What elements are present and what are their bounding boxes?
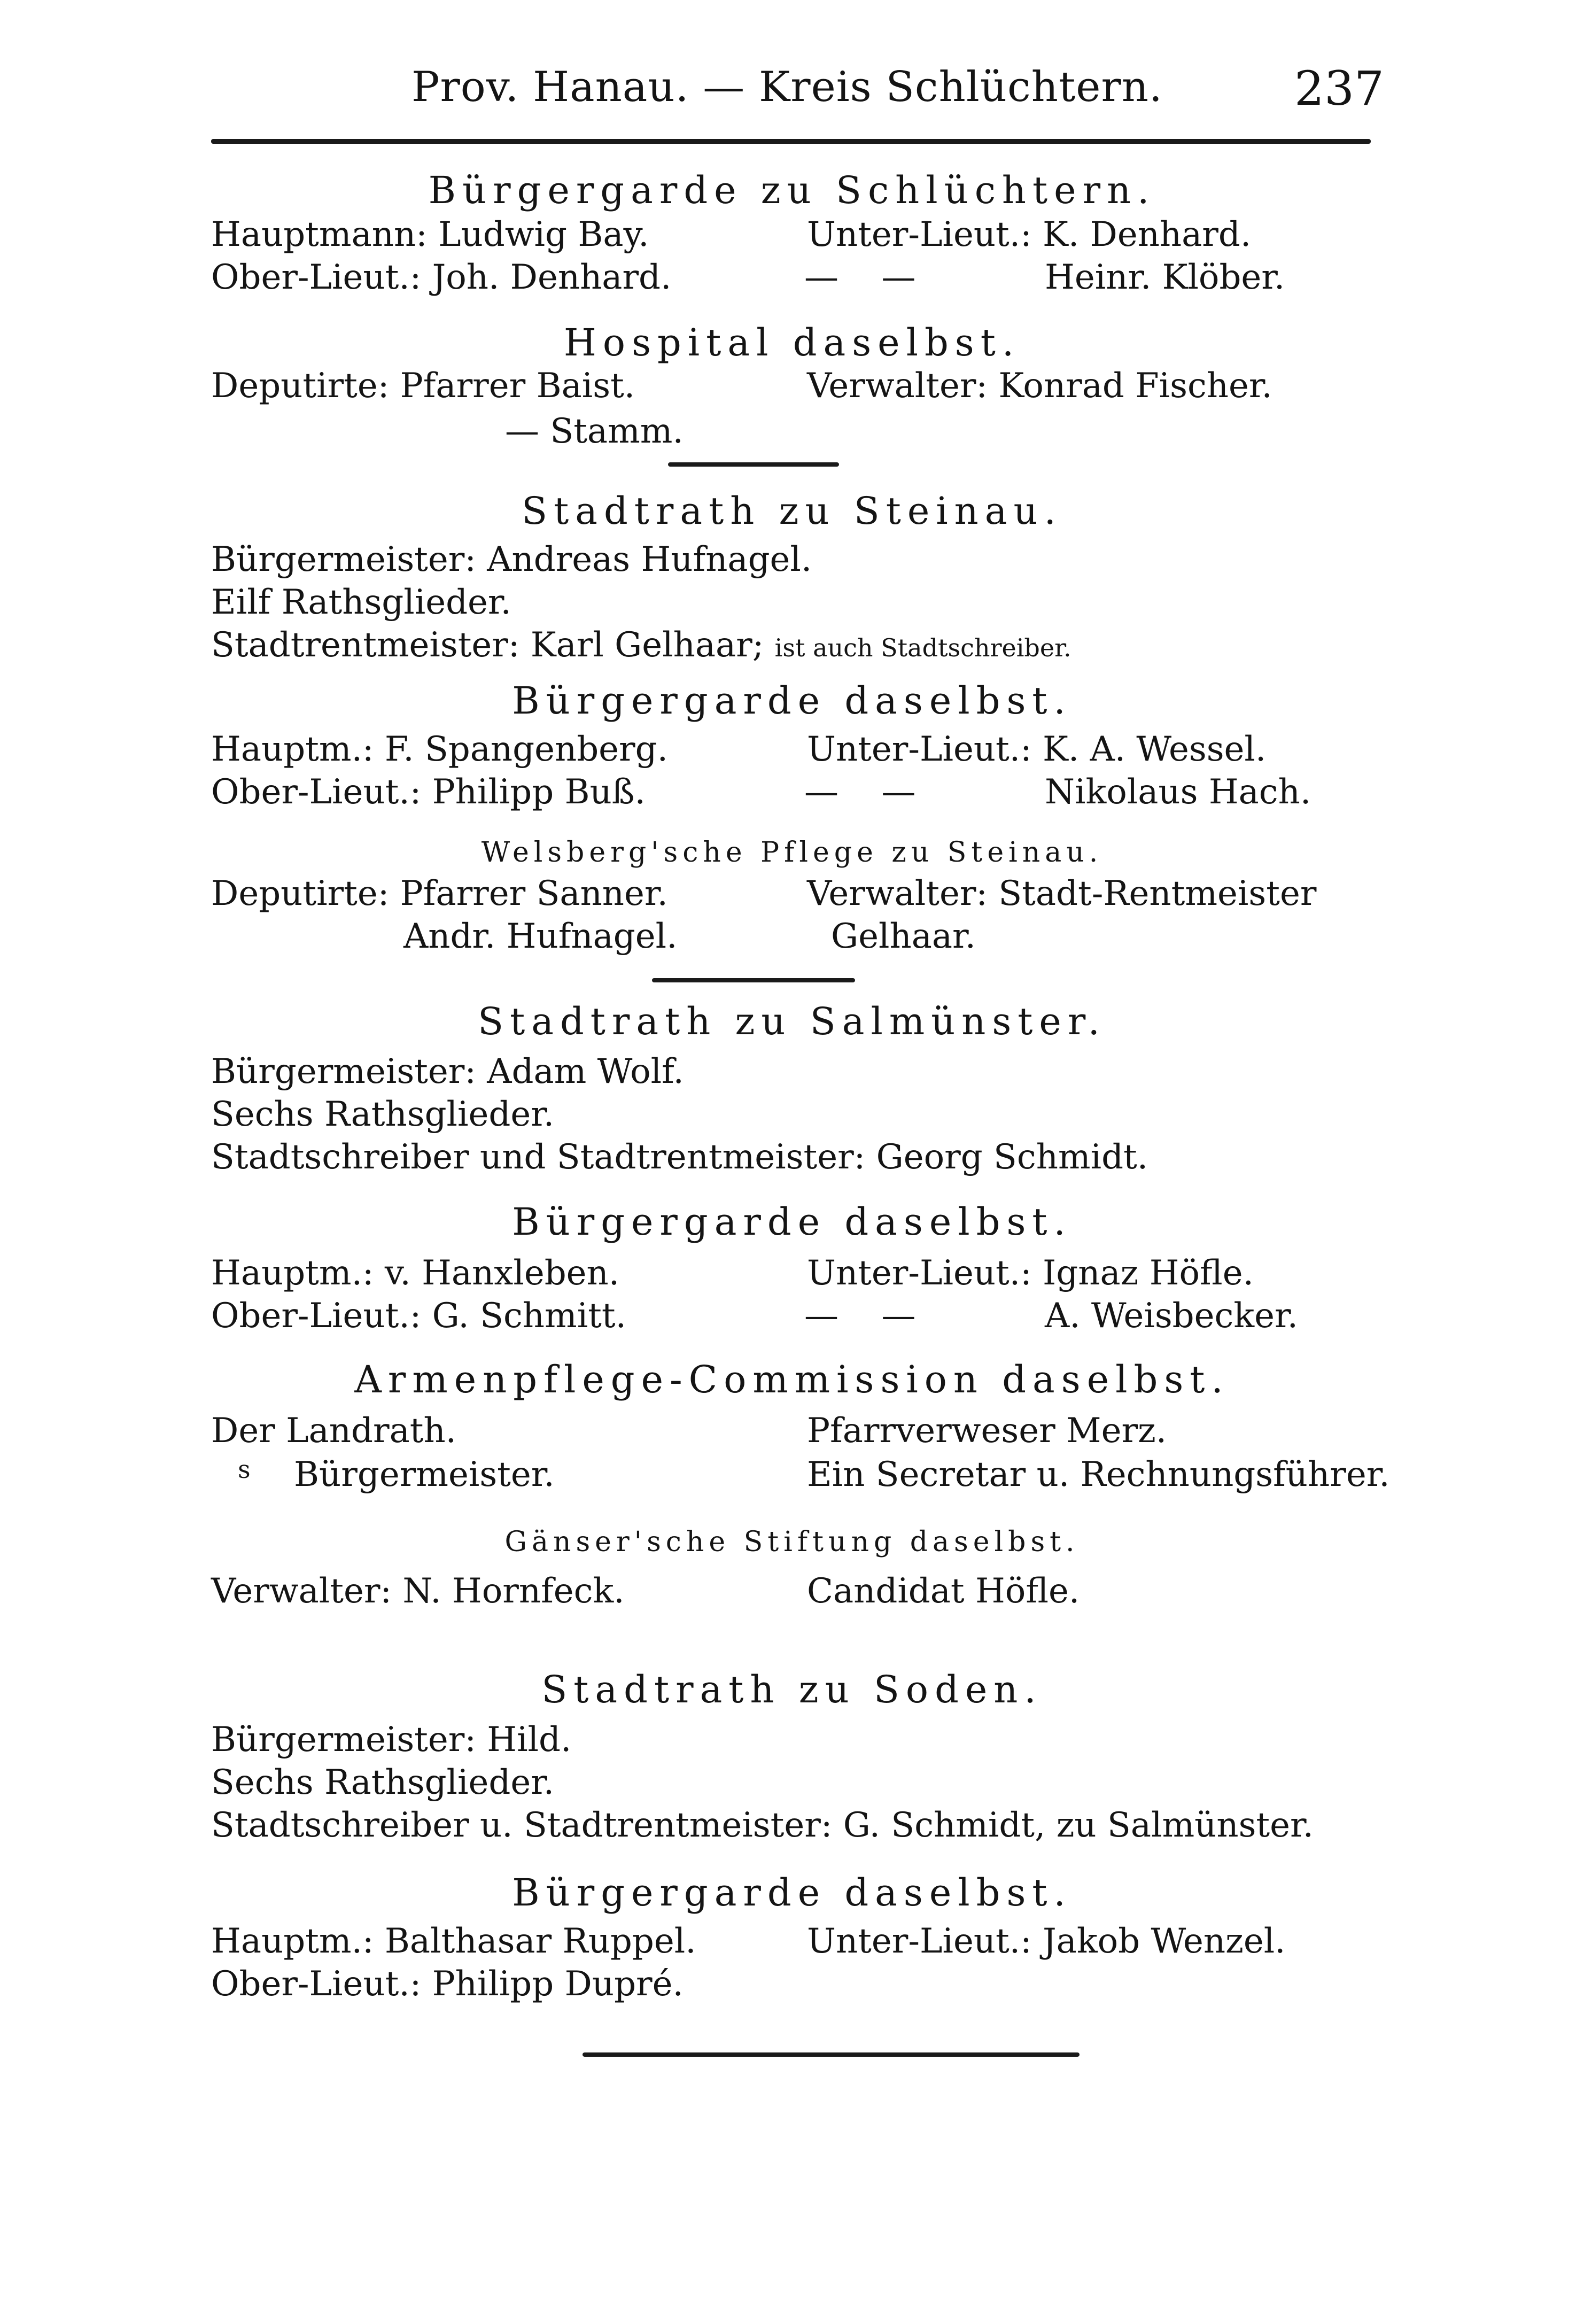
entry-text: Bürgermeister: Adam Wolf. [211, 1052, 684, 1091]
section-heading-buergergarde-steinau: Bürgergarde daselbst. [512, 679, 1072, 723]
entry-right: Nikolaus Hach. [1045, 772, 1311, 812]
entry-text: Stadtrentmeister: Karl Gelhaar; [211, 625, 764, 665]
section-separator [668, 462, 839, 467]
entry-line [211, 583, 1371, 625]
entry-row [211, 366, 1371, 409]
entry-left: Ober-Lieut.: Philipp Dupré. [211, 1964, 684, 2004]
running-title: Prov. Hanau. — Kreis Schlüchtern. [411, 63, 1163, 111]
entry-text: Sechs Rathsglieder. [211, 1763, 555, 1802]
entry-right: Verwalter: Konrad Fischer. [807, 366, 1272, 406]
entry-note: ist auch Stadtschreiber. [774, 633, 1071, 662]
entry-left: Hauptm.: v. Hanxleben. [211, 1253, 620, 1293]
entry-right: Ein Secretar u. Rechnungsführer. [807, 1455, 1390, 1494]
entry-left: Hauptm.: F. Spangenberg. [211, 730, 668, 769]
entry-row [211, 412, 1371, 454]
section-heading-stadtrath-steinau: Stadtrath zu Steinau. [522, 489, 1062, 533]
entry-row [211, 772, 1371, 815]
page-number: 237 [1294, 61, 1384, 116]
entry-right: A. Weisbecker. [1045, 1296, 1298, 1336]
entry-row [211, 258, 1371, 300]
entry-row [211, 874, 1371, 917]
entry-right: Heinr. Klöber. [1045, 258, 1285, 297]
entry-line [211, 1137, 1371, 1180]
entry-right: Unter-Lieut.: Ignaz Höfle. [807, 1253, 1254, 1293]
entry-left: Ober-Lieut.: G. Schmitt. [211, 1296, 626, 1336]
section-heading-gaenser-stiftung: Gänser'sche Stiftung daselbst. [504, 1526, 1080, 1558]
entry-left: Bürgermeister. [294, 1455, 555, 1494]
ditto-dashes: — — [804, 1296, 932, 1336]
entry-line [211, 1806, 1371, 1848]
entry-line [211, 1052, 1371, 1095]
entry-row [211, 917, 1371, 959]
entry-line [211, 625, 1371, 668]
entry-row [211, 1571, 1371, 1614]
entry-left: Hauptmann: Ludwig Bay. [211, 215, 649, 254]
section-heading-buergergarde-salmuenster: Bürgergarde daselbst. [512, 1200, 1072, 1244]
entry-right: Unter-Lieut.: K. Denhard. [807, 215, 1252, 254]
entry-row [211, 1411, 1371, 1454]
entry-line [211, 1720, 1371, 1763]
closing-rule [583, 2052, 1080, 2057]
entry-right: Candidat Höfle. [807, 1571, 1080, 1611]
section-heading-buergergarde-soden: Bürgergarde daselbst. [512, 1871, 1072, 1915]
entry-row [211, 215, 1371, 258]
header-rule [211, 139, 1371, 144]
section-heading-hospital: Hospital daselbst. [563, 321, 1021, 365]
entry-text: Bürgermeister: Andreas Hufnagel. [211, 540, 812, 579]
section-heading-stadtrath-salmuenster: Stadtrath zu Salmünster. [478, 1000, 1106, 1043]
entry-text: Sechs Rathsglieder. [211, 1095, 555, 1134]
ditto-dashes: — — [804, 258, 932, 297]
entry-line [211, 1763, 1371, 1806]
entry-text: Stadtschreiber und Stadtrentmeister: Georg Schmidt. [211, 1137, 1148, 1177]
entry-right: Verwalter: Stadt-Rentmeister [807, 874, 1317, 913]
entry-row [211, 730, 1371, 772]
ditto-mark: s [238, 1455, 251, 1484]
entry-left: Ober-Lieut.: Philipp Buß. [211, 772, 646, 812]
ditto-dashes: — — [804, 772, 932, 812]
entry-right: Unter-Lieut.: Jakob Wenzel. [807, 1922, 1286, 1961]
entry-line [211, 1095, 1371, 1137]
entry-left: Hauptm.: Balthasar Ruppel. [211, 1922, 696, 1961]
entry-left: Verwalter: N. Hornfeck. [211, 1571, 625, 1611]
entry-line [211, 540, 1371, 583]
entry-row [211, 1964, 1371, 2007]
entry-text: Eilf Rathsglieder. [211, 583, 511, 622]
section-heading-buergergarde-schluechtern: Bürgergarde zu Schlüchtern. [428, 168, 1156, 212]
entry-text: Bürgermeister: Hild. [211, 1720, 572, 1760]
entry-text: Stadtschreiber u. Stadtrentmeister: G. Schmidt, zu Salmünster. [211, 1806, 1314, 1845]
entry-left: Deputirte: Pfarrer Sanner. [211, 874, 668, 913]
entry-row [211, 1296, 1371, 1339]
entry-row [211, 1922, 1371, 1964]
entry-row [211, 1455, 1390, 1498]
section-heading-armenpflege-commission: Armenpflege-Commission daselbst. [354, 1358, 1230, 1401]
entry-left: Der Landrath. [211, 1411, 456, 1451]
entry-left: — Stamm. [505, 412, 684, 451]
section-separator [652, 978, 855, 982]
entry-row [211, 1253, 1371, 1296]
page-header [208, 63, 1384, 122]
section-heading-welsberg-pflege: Welsberg'sche Pflege zu Steinau. [481, 836, 1103, 869]
entry-right: Unter-Lieut.: K. A. Wessel. [807, 730, 1267, 769]
entry-right: Pfarrverweser Merz. [807, 1411, 1167, 1451]
entry-left: Ober-Lieut.: Joh. Denhard. [211, 258, 672, 297]
entry-right: Gelhaar. [831, 917, 976, 956]
section-heading-stadtrath-soden: Stadtrath zu Soden. [541, 1668, 1043, 1711]
entry-left: Andr. Hufnagel. [403, 917, 678, 956]
entry-left: Deputirte: Pfarrer Baist. [211, 366, 635, 406]
